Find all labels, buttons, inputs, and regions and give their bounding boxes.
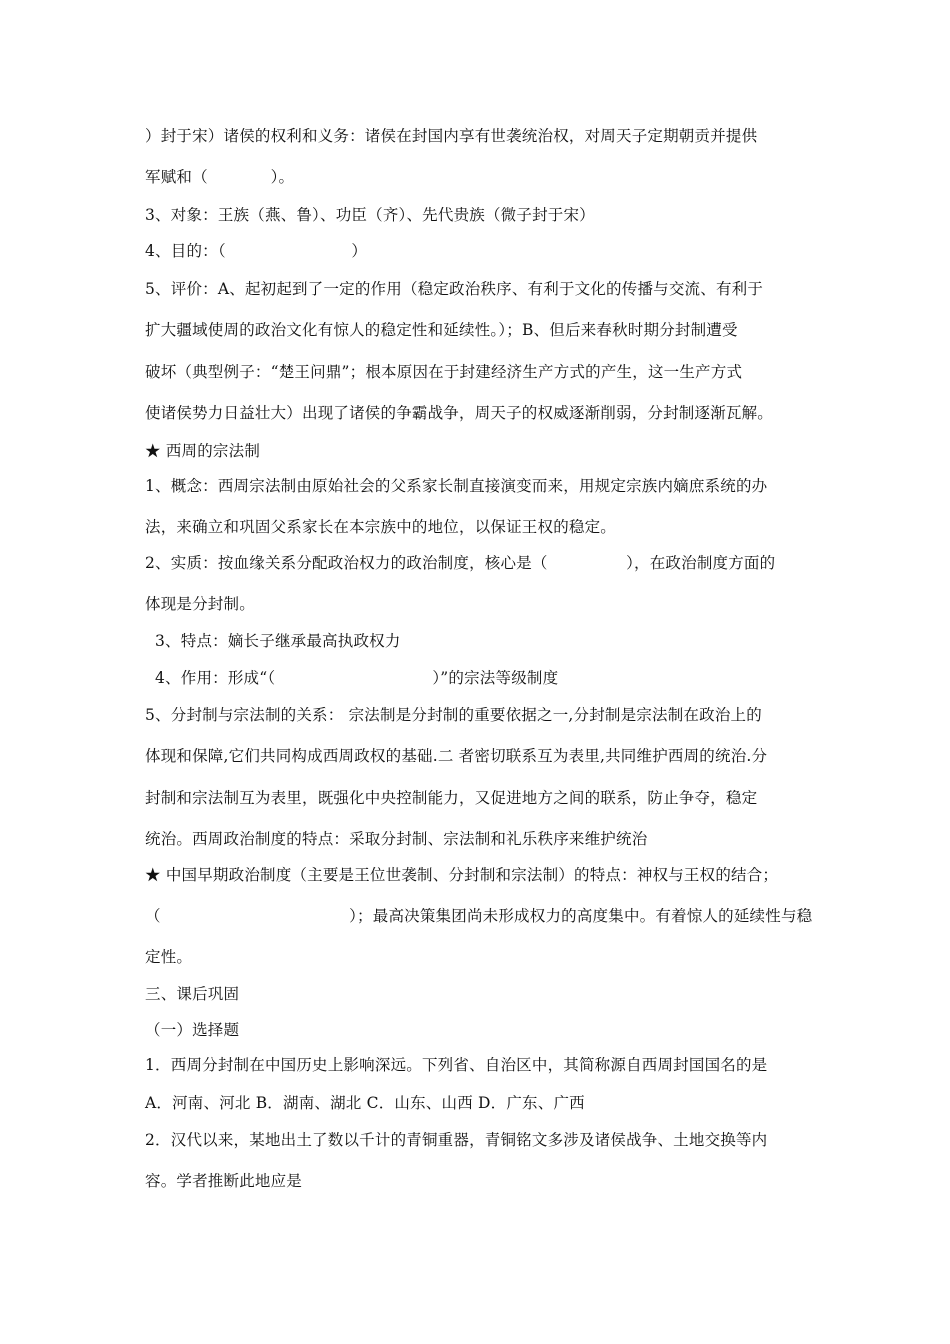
- subsection-heading: （一）选择题: [145, 1021, 240, 1039]
- section-heading: ★ 西周的宗法制: [145, 442, 261, 460]
- text-line: 统治。西周政治制度的特点：采取分封制、宗法制和礼乐秩序来维护统治: [145, 830, 648, 848]
- section-heading: 三、课后巩固: [145, 985, 240, 1003]
- question-options: A．河南、河北 B．湖南、湖北 C．山东、山西 D．广东、广西: [145, 1094, 585, 1112]
- text-line: 4、目的：（ ）: [145, 242, 368, 260]
- text-line: 使诸侯势力日益壮大）出现了诸侯的争霸战争，周天子的权威逐渐削弱，分封制逐渐瓦解。: [145, 404, 774, 422]
- text-line: （ ）；最高决策集团尚未形成权力的高度集中。有着惊人的延续性与稳: [145, 907, 813, 925]
- text-line: 5、分封制与宗法制的关系： 宗法制是分封制的重要依据之一,分封制是宗法制在政治上的: [145, 706, 762, 724]
- text-line: 3、特点：嫡长子继承最高执政权力: [155, 632, 401, 650]
- text-line: 法，来确立和巩固父系家长在本宗族中的地位，以保证王权的稳定。: [145, 518, 617, 536]
- text-line: 军赋和（ ）。: [145, 168, 295, 186]
- text-line: ）封于宋）诸侯的权利和义务：诸侯在封国内享有世袭统治权，对周天子定期朝贡并提供: [145, 127, 758, 145]
- question-text: 1．西周分封制在中国历史上影响深远。下列省、自治区中，其简称源自西周封国国名的是: [145, 1056, 768, 1074]
- text-line: 体现和保障,它们共同构成西周政权的基础.二 者密切联系互为表里,共同维护西周的统治.分: [145, 747, 768, 765]
- section-heading: ★ 中国早期政治制度（主要是王位世袭制、分封制和宗法制）的特点：神权与王权的结合；: [145, 866, 779, 884]
- text-line: 扩大疆域使周的政治文化有惊人的稳定性和延续性。）；B、但后来春秋时期分封制遭受: [145, 321, 738, 339]
- question-text: 容。学者推断此地应是: [145, 1172, 303, 1190]
- text-line: 2、实质：按血缘关系分配政治权力的政治制度，核心是（ ），在政治制度方面的: [145, 554, 776, 572]
- text-line: 5、评价：A、起初起到了一定的作用（稳定政治秩序、有利于文化的传播与交流、有利于: [145, 280, 764, 298]
- question-text: 2．汉代以来，某地出土了数以千计的青铜重器，青铜铭文多涉及诸侯战争、土地交换等内: [145, 1131, 768, 1149]
- text-line: 1、概念：西周宗法制由原始社会的父系家长制直接演变而来，用规定宗族内嫡庶系统的办: [145, 477, 768, 495]
- text-line: 封制和宗法制互为表里，既强化中央控制能力，又促进地方之间的联系，防止争夺，稳定: [145, 789, 758, 807]
- text-line: 破坏（典型例子：“楚王问鼎”；根本原因在于封建经济生产方式的产生，这一生产方式: [145, 363, 743, 381]
- text-line: 3、对象：王族（燕、鲁）、功臣（齐）、先代贵族（微子封于宋）: [145, 206, 595, 224]
- text-line: 定性。: [145, 948, 193, 966]
- text-line: 体现是分封制。: [145, 595, 255, 613]
- text-line: 4、作用：形成“（ ）”的宗法等级制度: [155, 669, 559, 687]
